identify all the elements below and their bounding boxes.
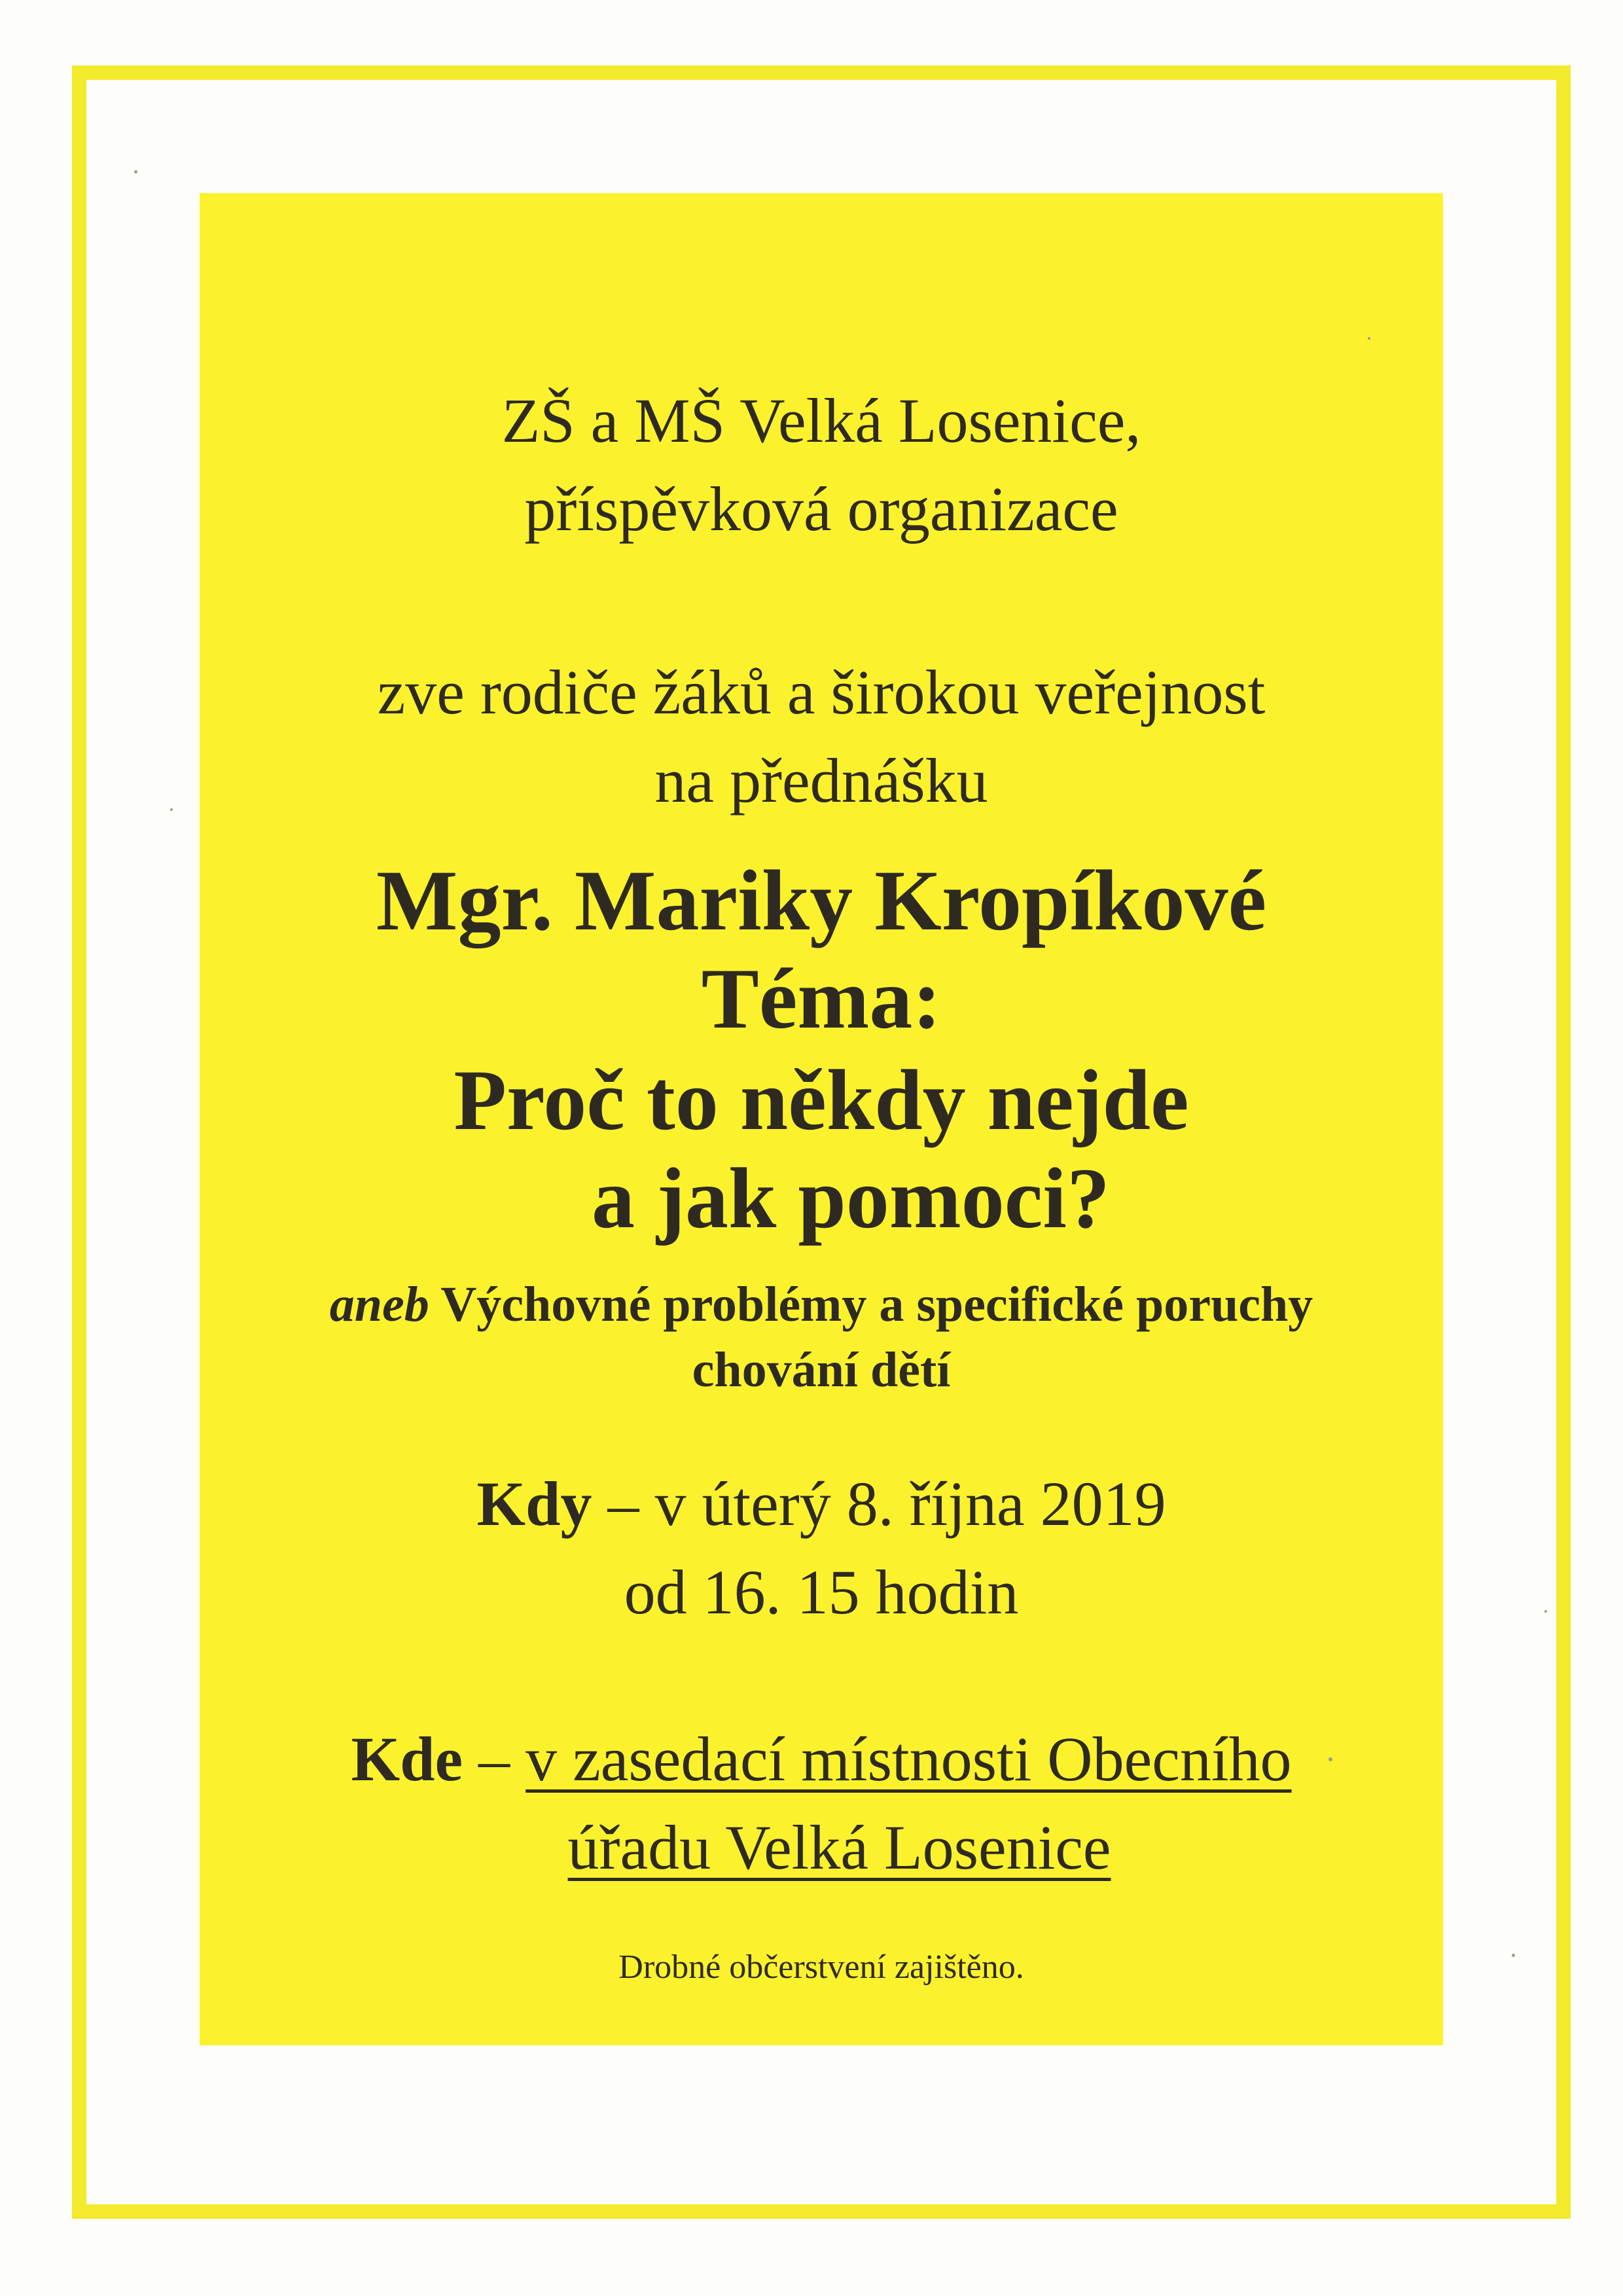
refreshments-note: Drobné občerstvení zajištěno. [618,1948,1024,1986]
speaker-name: Mgr. Mariky Kropíkové [376,852,1267,948]
poster-panel [200,193,1443,2045]
subtitle-aneb: aneb [329,1277,429,1332]
organization-name: ZŠ a MŠ Velká Losenice, [501,386,1141,456]
scan-speck [1329,1757,1332,1761]
where-location-line2: úřadu Velká Losenice [567,1812,1111,1882]
topic-label: Téma: [701,950,942,1047]
when-time: od 16. 15 hodin [624,1557,1019,1627]
where-location-line1: v zasedací místnosti Obecního [526,1724,1292,1794]
topic-title-line1: Proč to někdy nejde [454,1052,1189,1148]
where-label: Kde [351,1724,463,1794]
scan-speck [1512,1954,1515,1957]
scan-speck [134,170,137,173]
lecture-label: na přednášku [654,745,988,816]
when-line [200,1469,1443,1539]
scan-speck [1544,1610,1547,1613]
when-label: Kdy [476,1469,592,1539]
invitation-text: zve rodiče žáků a širokou veřejnost [377,657,1266,727]
where-line [200,1724,1443,1794]
scan-speck [1368,337,1370,340]
organization-type: příspěvková organizace [524,474,1118,544]
where-dash: – [478,1724,526,1794]
subtitle-line1 [200,1277,1443,1332]
topic-title-line2: a jak pomoci? [592,1150,1110,1246]
where-location-line2-wrap [200,1812,1443,1882]
subtitle-line2: chování dětí [692,1342,951,1397]
subtitle-text: Výchovné problémy a specifické poruchy [440,1277,1313,1332]
scan-speck [170,808,173,811]
when-date: – v úterý 8. října 2019 [607,1469,1166,1539]
